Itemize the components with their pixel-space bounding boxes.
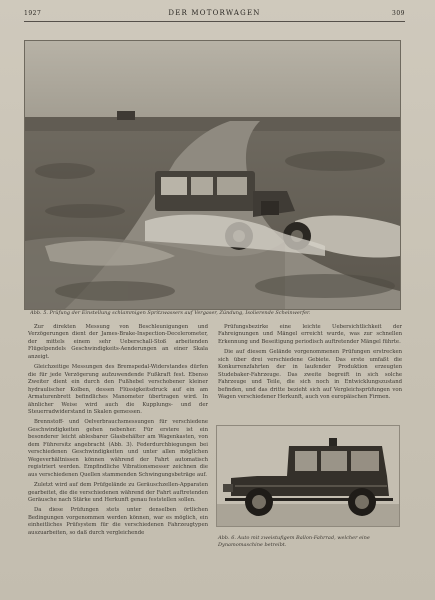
paragraph: Die auf diesem Gelände vorgenommenen Prüfungen erstrecken sich über drei verschiedene Gebiete. Das erste umfaßt die Konkurrenzfahrten der in laufender Produktion erzeugten Studebaker-Fahrzeuge. Das zweite begreift in sich solche Fahrzeuge und Teile, die sich noch in Entwicklungszustand befinden, und das dritte bezieht sich auf Vergleichsprüfungen von Wagen verschiedener Herkunft, auch von europäischen Firmen. xyxy=(218,349,402,401)
header-rule xyxy=(24,21,405,22)
paragraph: Zur direkten Messung von Beschleunigungen und Verzögerungen dient der James-Brake-Inspection-Decelerometer, der mittels einem sehr Ueberschall-Stoß arbeitenden Flügelpendels Geschwindigkeits-Aenderungen an einer Skala anzeigt. xyxy=(28,324,208,360)
page-header xyxy=(24,8,405,22)
photo-sedan-side-drawing xyxy=(217,426,399,526)
paragraph: Gleichzeitige Messungen des Bremspedal-Widerstandes dürfen die für jede Verzögerung aufzuwendende Fußkraft fest. Ebenso Zweiter dient ein durch den Fußhebel verschobener kleiner hydraulischer Kolben, dessen Flüssigkeitsdruck auf ein am Armaturenbrett befindliches Manometer übertragen wird. In ähnlicher Weise wird auch die Kupplungs- und der Steuerradwiderstand in Skalen gemessen. xyxy=(28,364,208,415)
photo-car-muddy-field xyxy=(24,40,401,310)
photo-sedan-side xyxy=(216,425,400,527)
figure-caption-1: Abb. 5. Prüfung der Einstellung schlammigen Spritzwassers auf Vergaser, Zündung, Isolierende Scheinwerfer. xyxy=(30,310,311,316)
paragraph: Da diese Prüfungen stets unter denselben örtlichen Bedingungen vorgenommen werden können, war es möglich, ein einheitliches Prüfsystem für die verschiedenen Fahrzeugtypen auszuarbeiten, so daß durch vergleichende xyxy=(28,507,208,536)
photo-car-muddy-field-drawing xyxy=(25,41,400,309)
journal-title: DER MOTORWAGEN xyxy=(168,9,261,17)
header-year: 1927 xyxy=(24,10,42,17)
page-number: 309 xyxy=(392,10,405,17)
paragraph: Brennstoff- und Oelverbrauchsmessungen für verschiedene Geschwindigkeiten gehen nebenher. Für erstere ist ein besonderer leicht ablesbarer Glasbehälter am Wagenkasten, von dem Führersitz angebracht (Abb. 3). Federdurchbiegungen bei verschiedenen Geschwindigkeiten und unter allen möglichen Wegeverhältnissen können während der Fahrt automatisch registriert werden. Empfindliche Vibrationsmesser zeichnen die aus verschiedenen Quellen stammenden Schwingungsbeträge auf. xyxy=(28,419,208,478)
text-column-left xyxy=(28,324,208,582)
paragraph: Prüfungsbezirke eine leichte Uebersichtlichkeit der Fahreignungen und Mängel erreicht wurde, was zur schnellen Erkennung und Beseitigung periodisch auftretender Mängel führte. xyxy=(218,324,402,345)
paragraph: Zuletzt wird auf dem Prüfgelände zu Geräuschzellen-Apparaten gearbeitet, die die verschiedenen während der Fahrt auftretenden Geräusche nach Stärke und Herkunft genau feststellen sollen. xyxy=(28,482,208,503)
figure-caption-2: Abb. 6. Auto mit zweistufigem Ballon-Fahrrad, welcher eine Dynamomaschine betreibt. xyxy=(218,535,370,548)
text-column-right xyxy=(218,324,402,424)
